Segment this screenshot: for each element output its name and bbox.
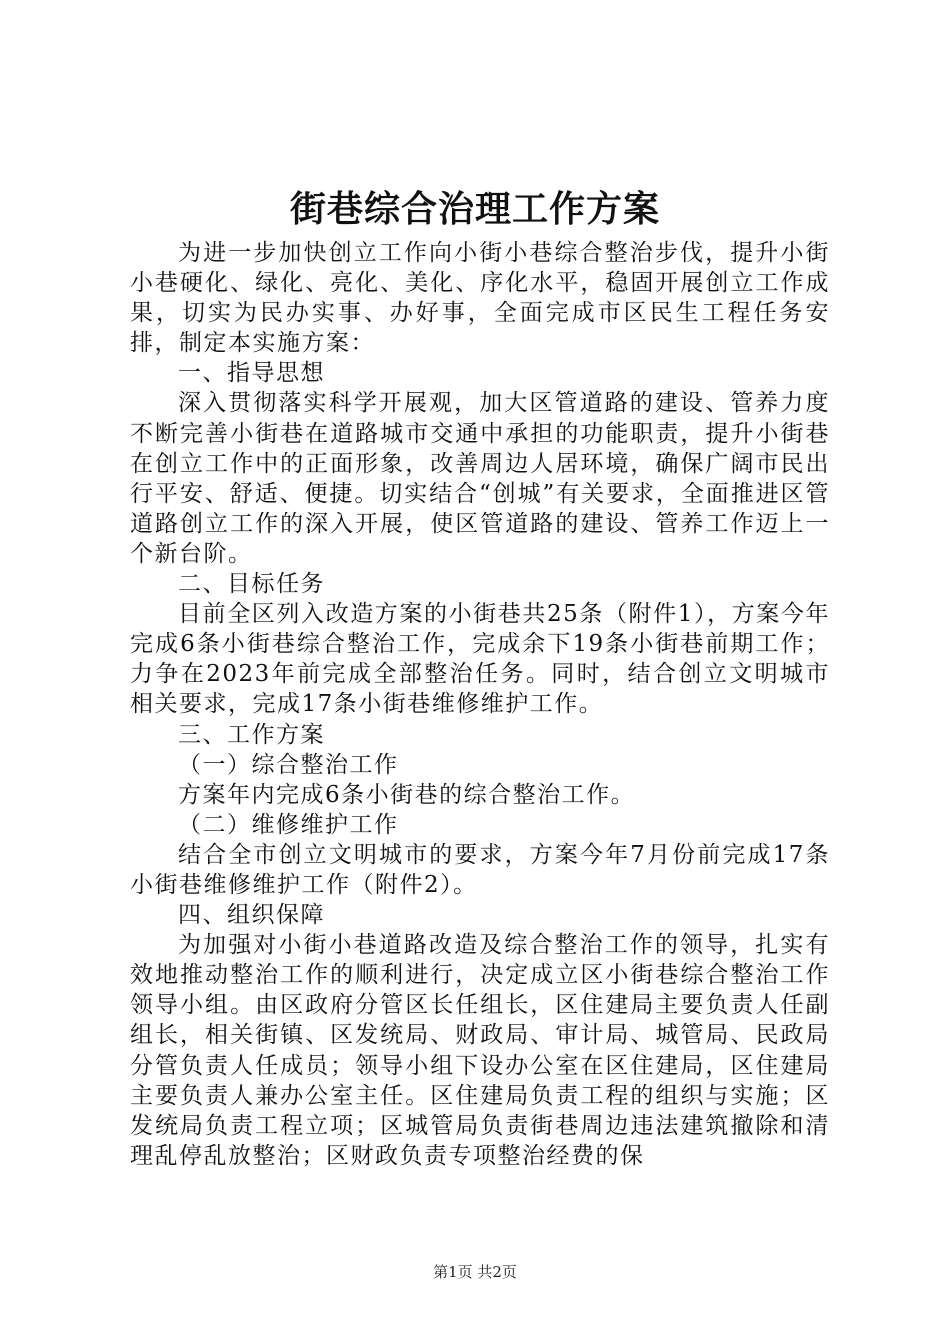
section-heading-work-plan: 三、工作方案	[178, 721, 325, 748]
document-title: 街巷综合治理工作方案	[289, 188, 660, 230]
section-heading-organization: 四、组织保障	[178, 902, 325, 929]
paragraph-maintenance: 结合全市创立文明城市的要求，方案今年7月份前完成17条小街巷维修维护工作（附件2）。	[130, 841, 830, 898]
paragraph-intro: 为进一步加快创立工作向小街小巷综合整治步伐，提升小街小巷硬化、绿化、亮化、美化、序化水平，稳固开展创立工作成果，切实为民办实事、办好事，全面完成市区民生工程任务安排，制定本实施方案：	[130, 240, 830, 357]
page-footer: 第1页 共2页	[433, 1263, 517, 1281]
paragraph-goals: 目前全区列入改造方案的小街巷共25条（附件1），方案今年完成6条小街巷综合整治工作，完成余下19条小街巷前期工作；力争在2023年前完成全部整治任务。同时，结合创立文明城市相关要求，完成17条小街巷维修维护工作。	[130, 601, 830, 718]
section-heading-guiding-ideology: 一、指导思想	[178, 360, 325, 387]
subsection-heading-maintenance: （二）维修维护工作	[178, 811, 399, 838]
document-body	[130, 238, 830, 1171]
paragraph-guiding-ideology: 深入贯彻落实科学开展观，加大区管道路的建设、管养力度不断完善小街巷在道路城市交通中承担的功能职责，提升小街巷在创立工作中的正面形象，改善周边人居环境，确保广阔市民出行平安、舒适、便捷。切实结合“创城”有关要求，全面推进区管道路创立工作的深入开展，使区管道路的建设、管养工作迈上一个新台阶。	[130, 390, 830, 567]
paragraph-comprehensive: 方案年内完成6条小街巷的综合整治工作。	[178, 781, 636, 808]
subsection-heading-comprehensive: （一）综合整治工作	[178, 751, 399, 778]
section-heading-goals: 二、目标任务	[178, 571, 325, 598]
paragraph-organization: 为加强对小街小巷道路改造及综合整治工作的领导，扎实有效地推动整治工作的顺利进行，决定成立区小街巷综合整治工作领导小组。由区政府分管区长任组长，区住建局主要负责人任副组长，相关街镇、区发统局、财政局、审计局、城管局、民政局分管负责人任成员；领导小组下设办公室在区住建局，区住建局主要负责人兼办公室主任。区住建局负责工程的组织与实施；区发统局负责工程立项；区城管局负责街巷周边违法建筑撤除和清理乱停乱放整治；区财政负责专项整治经费的保	[130, 932, 830, 1169]
